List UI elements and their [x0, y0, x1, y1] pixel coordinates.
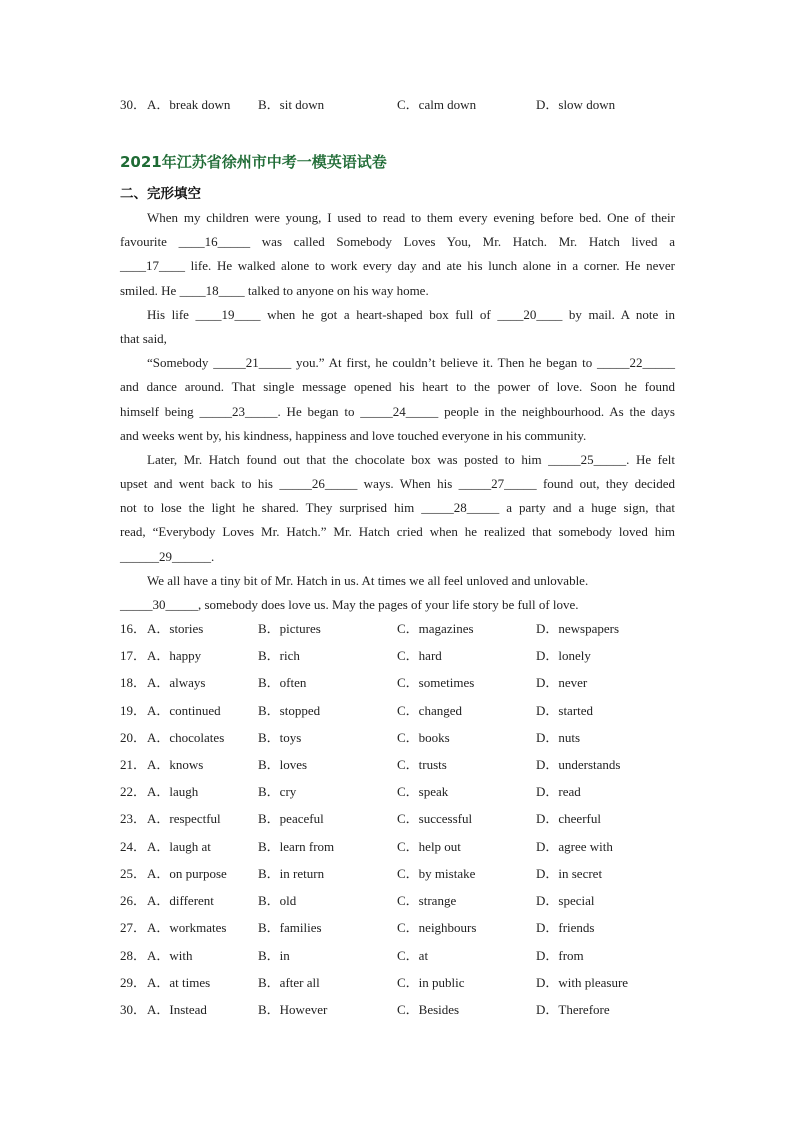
question-number: 30． — [120, 97, 147, 112]
option-c: C．calm down — [397, 97, 477, 112]
blank-30: _____30_____ — [120, 597, 198, 612]
blank-22: _____22_____ — [597, 355, 675, 371]
blank-29: ______29______ — [120, 548, 211, 564]
blank-25: _____25_____ — [548, 451, 627, 467]
passage-line: “Somebody _____21_____ you.” At first, he couldn’t believe it. Then he began to _____22_____ — [147, 355, 675, 371]
blank-24: _____24_____ — [360, 403, 439, 419]
passage-line: ______29______. — [120, 548, 215, 564]
option-a: A．break down — [147, 97, 231, 112]
passage-line: We all have a tiny bit of Mr. Hatch in us. At times we all feel unloved and unlovable. — [147, 572, 589, 588]
passage-line: that said, — [120, 330, 167, 346]
passage-line: and dance around. That single message opened his heart to the power of love. Soon he found — [120, 379, 675, 395]
blank-18: ____18____ — [179, 282, 245, 298]
passage-line: ____17____ life. He walked alone to work every day and ate his lunch alone in a corner. He never — [120, 258, 675, 274]
blank-16: ____16_____ — [178, 234, 251, 250]
passage-line: _____30_____, somebody does love us. May the pages of your life story be full of love. — [120, 597, 579, 612]
passage-line: When my children were young, I used to read to them every evening before bed. One of their — [147, 210, 675, 225]
blank-27: _____27_____ — [458, 476, 537, 492]
option-b: B．sit down — [258, 97, 325, 112]
passage-line: favourite ____16_____ was called Somebody Loves You, Mr. Hatch. Mr. Hatch lived a — [120, 234, 675, 250]
section-heading: 二、完形填空 — [120, 186, 201, 202]
blank-28: _____28_____ — [421, 500, 500, 516]
blank-17: ____17____ — [120, 258, 185, 274]
blank-20: ____20____ — [497, 306, 563, 322]
passage-line: His life ____19____ when he got a heart-shaped box full of ____20____ by mail. A note in — [147, 306, 675, 322]
passage-line: upset and went back to his _____26_____ ways. When his _____27_____ found out, they decided — [120, 476, 675, 492]
blank-19: ____19____ — [195, 306, 261, 322]
passage-line: and weeks went by, his kindness, happiness and love touched everyone in his community. — [120, 427, 587, 443]
passage-line: smiled. He ____18____ talked to anyone on his way home. — [120, 282, 429, 298]
exam-title: 2021年江苏省徐州市中考一模英语试卷 — [120, 153, 387, 171]
passage-line: Later, Mr. Hatch found out that the chocolate box was posted to him _____25_____. He felt — [147, 451, 675, 467]
exam-page: 30． A．break down B．sit down C．calm down D．slow down 2021年江苏省徐州市中考一模英语试卷 二、完形填空 When my children were young, I used to read to them every evening before bed. One of their favourite ____16_____ was called Somebody Loves You, Mr. Hatch. Mr. Hatch lived a ____17____ life. He walked alone to work every day and ate his lunch alone in a corner. He never smiled. He ____18____ talked to anyone on his way home. His life ____19____ when he got a heart-shaped box full of ____20____ by mail. A note in that said, “Somebody _____21_____ you.” At first, he couldn’t believe it. Then he began to _____22_____ and dance around. That single message opened his heart to the power of love. Soon he found himself being _____23_____. He began to _____24_____ people in the neighbourhood. As the days and weeks went by, his kindness, happiness and love touched everyone in his community. Later, Mr. Hatch found out that the chocolate box was posted to him _____25_____. He felt upset and went back to his _____26_____ ways. When his _____27_____ found out, they decided not to lose the light he shared. They surprised him _____28_____ a party and a huge sign, that read, “Everybody Loves Mr. Hatch.” Mr. Hatch cried when he realized that somebody loved him ______29______. We all have a tiny bit of Mr. Hatch in us. At times we all feel unloved and unlovable. _____30_____, somebody does love us. May the pages of your life story be full of love. 16． A．stories B．pictures C．magazines D．newspapers 17． A．happy B．rich C．hard D．lonely 18． A．always B．often C．sometimes D．never 19． A．continued B．stopped C．changed D．started 20． A．chocolates B．toys C．books D．nuts 21． A．knows B．loves C．trusts D．understands 22． A．laugh B．cry C．speak D．read 23． A．respectful B．peaceful C．successful D．cheerful 24． A．laugh at B．learn from C．help out D．agree with 25． A．on purpose B．in return C．by mistake D．in secret 26． A．different B．old C．strange D．special 27． A．workmates B．families C．neighbours D．friends 28． A．with B．in C．at D．from 29． A．at times B．after all C．in public D．with pleasure 30． A．Instead B．However C．Besides D．Therefore — [120, 97, 675, 1017]
blank-21: _____21_____ — [213, 355, 292, 371]
option-d: D．slow down — [536, 97, 616, 112]
passage-line: not to lose the light he shared. They surprised him _____28_____ a party and a huge sign, that — [120, 500, 675, 516]
blank-26: _____26_____ — [279, 476, 358, 492]
cloze-passage — [120, 206, 675, 617]
blank-23: _____23_____ — [199, 403, 278, 419]
passage-line: read, “Everybody Loves Mr. Hatch.” Mr. Hatch cried when he realized that somebody loved him — [120, 524, 675, 540]
passage-line: himself being _____23_____. He began to _____24_____ people in the neighbourhood. As the days — [120, 403, 675, 419]
